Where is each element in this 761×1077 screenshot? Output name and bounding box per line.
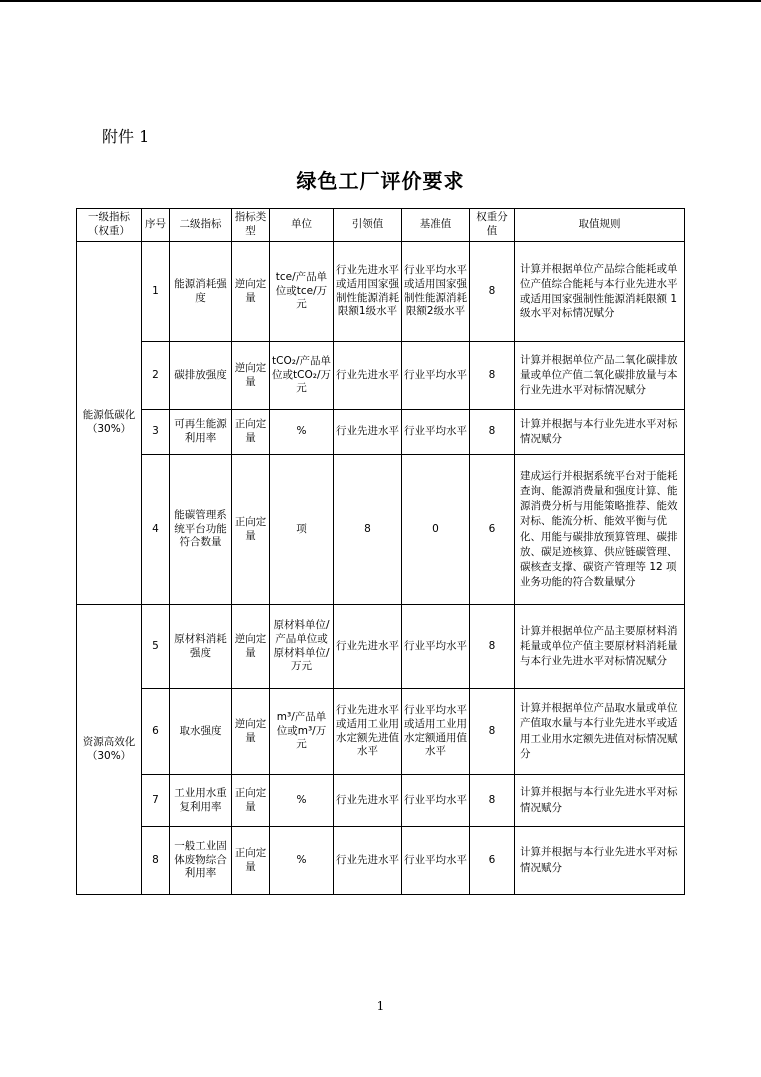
indicator-name-cell: 能碳管理系统平台功能符合数量: [170, 455, 232, 605]
weight-cell: 6: [470, 455, 515, 605]
indicator-type-cell: 逆向定量: [232, 242, 270, 342]
base-value-cell: 行业平均水平: [402, 605, 470, 689]
lead-value-cell: 行业先进水平或适用工业用水定额先进值水平: [334, 689, 402, 775]
header-cell: 序号: [142, 209, 170, 242]
rule-cell: 计算并根据与本行业先进水平对标情况赋分: [515, 410, 685, 455]
indicator-name-cell: 原材料消耗强度: [170, 605, 232, 689]
header-cell: 二级指标: [170, 209, 232, 242]
indicator-type-cell: 正向定量: [232, 775, 270, 827]
rule-cell: 计算并根据单位产品综合能耗或单位产值综合能耗与本行业先进水平或适用国家强制性能源消耗限额 1 级水平对标情况赋分: [515, 242, 685, 342]
weight-cell: 8: [470, 775, 515, 827]
lead-value-cell: 行业先进水平: [334, 410, 402, 455]
header-cell: 一级指标（权重）: [77, 209, 142, 242]
base-value-cell: 0: [402, 455, 470, 605]
base-value-cell: 行业平均水平或适用工业用水定额通用值水平: [402, 689, 470, 775]
unit-cell: tce/产品单位或tce/万元: [270, 242, 334, 342]
weight-cell: 6: [470, 827, 515, 895]
unit-cell: 项: [270, 455, 334, 605]
lead-value-cell: 行业先进水平: [334, 342, 402, 410]
row-number-cell: 1: [142, 242, 170, 342]
unit-cell: m³/产品单位或m³/万元: [270, 689, 334, 775]
table-row: [77, 827, 685, 895]
weight-cell: 8: [470, 242, 515, 342]
table-row: [77, 605, 685, 689]
group-label-cell: 资源高效化（30%）: [77, 605, 142, 895]
page-number: 1: [376, 999, 385, 1013]
evaluation-table: [76, 208, 685, 895]
indicator-name-cell: 工业用水重复利用率: [170, 775, 232, 827]
base-value-cell: 行业平均水平或适用国家强制性能源消耗限额2级水平: [402, 242, 470, 342]
indicator-type-cell: 正向定量: [232, 455, 270, 605]
row-number-cell: 7: [142, 775, 170, 827]
weight-cell: 8: [470, 689, 515, 775]
table-row: [77, 242, 685, 342]
rule-cell: 计算并根据单位产品取水量或单位产值取水量与本行业先进水平或适用工业用水定额先进值对标情况赋分: [515, 689, 685, 775]
unit-cell: %: [270, 827, 334, 895]
weight-cell: 8: [470, 342, 515, 410]
base-value-cell: 行业平均水平: [402, 342, 470, 410]
row-number-cell: 6: [142, 689, 170, 775]
indicator-name-cell: 碳排放强度: [170, 342, 232, 410]
page-title: 绿色工厂评价要求: [296, 169, 465, 193]
header-cell: 基准值: [402, 209, 470, 242]
lead-value-cell: 8: [334, 455, 402, 605]
base-value-cell: 行业平均水平: [402, 827, 470, 895]
header-cell: 引领值: [334, 209, 402, 242]
unit-cell: %: [270, 775, 334, 827]
indicator-name-cell: 取水强度: [170, 689, 232, 775]
table-row: [77, 455, 685, 605]
indicator-type-cell: 正向定量: [232, 827, 270, 895]
header-row: [77, 209, 685, 242]
attachment-label: 附件 1: [102, 127, 150, 146]
group-label-cell: 能源低碳化（30%）: [77, 242, 142, 605]
indicator-name-cell: 一般工业固体废物综合利用率: [170, 827, 232, 895]
rule-cell: 计算并根据单位产品主要原材料消耗量或单位产值主要原材料消耗量与本行业先进水平对标情况赋分: [515, 605, 685, 689]
unit-cell: tCO₂/产品单位或tCO₂/万元: [270, 342, 334, 410]
weight-cell: 8: [470, 410, 515, 455]
table-row: [77, 689, 685, 775]
base-value-cell: 行业平均水平: [402, 775, 470, 827]
row-number-cell: 2: [142, 342, 170, 410]
rule-cell: 计算并根据与本行业先进水平对标情况赋分: [515, 775, 685, 827]
row-number-cell: 3: [142, 410, 170, 455]
indicator-type-cell: 逆向定量: [232, 605, 270, 689]
unit-cell: %: [270, 410, 334, 455]
base-value-cell: 行业平均水平: [402, 410, 470, 455]
row-number-cell: 5: [142, 605, 170, 689]
header-cell: 权重分值: [470, 209, 515, 242]
lead-value-cell: 行业先进水平: [334, 775, 402, 827]
table-row: [77, 342, 685, 410]
indicator-name-cell: 能源消耗强度: [170, 242, 232, 342]
top-border-line: [0, 0, 761, 2]
weight-cell: 8: [470, 605, 515, 689]
table-row: [77, 775, 685, 827]
rule-cell: 建成运行并根据系统平台对于能耗查询、能源消费量和强度计算、能源消费分析与用能策略推荐、能效对标、能流分析、能效平衡与优化、用能与碳排放预算管理、碳排放、碳足迹核算、供应链碳管理、碳核查支撑、碳资产管理等 12 项业务功能的符合数量赋分: [515, 455, 685, 605]
lead-value-cell: 行业先进水平: [334, 827, 402, 895]
header-cell: 单位: [270, 209, 334, 242]
rule-cell: 计算并根据与本行业先进水平对标情况赋分: [515, 827, 685, 895]
table-row: [77, 410, 685, 455]
rule-cell: 计算并根据单位产品二氧化碳排放量或单位产值二氧化碳排放量与本行业先进水平对标情况赋分: [515, 342, 685, 410]
indicator-type-cell: 逆向定量: [232, 342, 270, 410]
lead-value-cell: 行业先进水平: [334, 605, 402, 689]
unit-cell: 原材料单位/产品单位或原材料单位/万元: [270, 605, 334, 689]
indicator-type-cell: 逆向定量: [232, 689, 270, 775]
header-cell: 指标类型: [232, 209, 270, 242]
header-cell: 取值规则: [515, 209, 685, 242]
row-number-cell: 8: [142, 827, 170, 895]
indicator-name-cell: 可再生能源利用率: [170, 410, 232, 455]
indicator-type-cell: 正向定量: [232, 410, 270, 455]
lead-value-cell: 行业先进水平或适用国家强制性能源消耗限额1级水平: [334, 242, 402, 342]
row-number-cell: 4: [142, 455, 170, 605]
